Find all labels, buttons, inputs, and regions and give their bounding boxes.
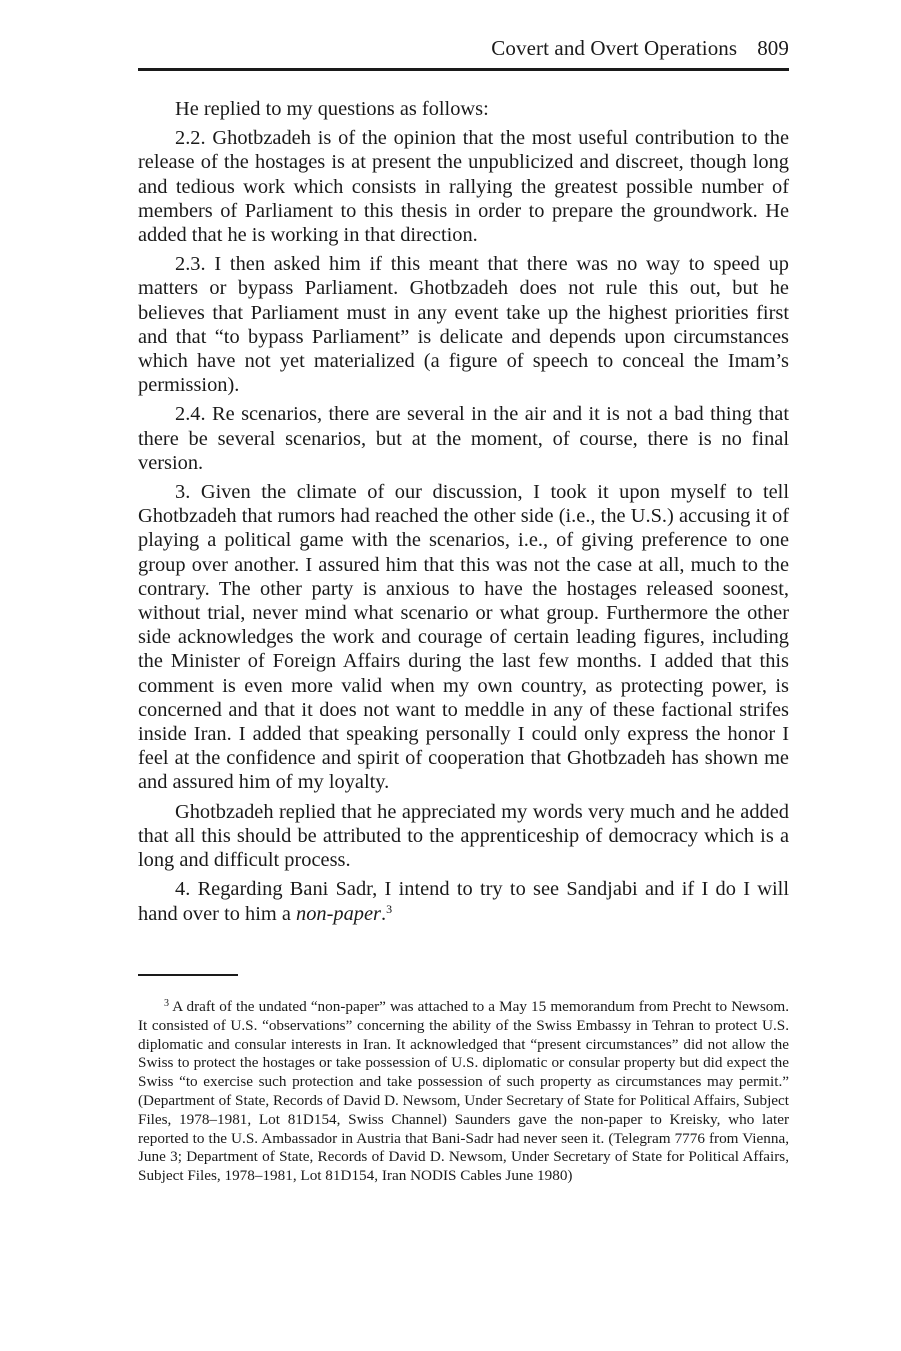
- paragraph-2-3: 2.3. I then asked him if this meant that there was no way to speed up matters or bypass Parliament. Ghotbzadeh does not rule this out, but he believes that Parliament must in any event take up the highest priorities first and that “to bypass Parliament” is delicate and depends upon circumstances which have not yet materialized (a figure of speech to conceal the Imam’s permission).: [138, 253, 789, 397]
- footnote-rule: [138, 974, 238, 976]
- running-header: [491, 36, 789, 61]
- page-number: 809: [757, 36, 789, 60]
- footnote-text: A draft of the undated “non-paper” was attached to a May 15 memorandum from Precht to Newsom. It consisted of U.S. “observations” concerning the ability of the Swiss Embassy in Tehran to protect U.S. diplomatic and consular interests in Iran. It acknowledged that “present circumstances” did not allow the Swiss to protect the hostages or take possession of U.S. diplomatic or consular property but did expect the Swiss “to exercise such protection and take possession of such property as circumstances may permit.” (Department of State, Records of David D. Newsom, Under Secretary of State for Political Affairs, Subject Files, 1978–1981, Lot 81D154, Swiss Channel) Saunders gave the non-paper to Kreisky, who later reported to the U.S. Ambassador in Austria that Bani-Sadr had never seen it. (Telegram 7776 from Vienna, June 3; Department of State, Records of David D. Newsom, Under Secretary of State for Political Affairs, Subject Files, 1978–1981, Lot 81D154, Iran NODIS Cables June 1980): [138, 998, 789, 1185]
- paragraph-ghotbzadeh-reply: Ghotbzadeh replied that he appreciated my words very much and he added that all this should be attributed to the apprenticeship of democracy which is a long and difficult process.: [138, 800, 789, 872]
- paragraph-2-4: 2.4. Re scenarios, there are several in the air and it is not a bad thing that there be several scenarios, but at the moment, of course, there is no final version.: [138, 403, 789, 474]
- non-paper-term: non-paper: [296, 902, 381, 925]
- paragraph-2-2: 2.2. Ghotbzadeh is of the opinion that the most useful contribution to the release of the hostages is at present the unpublicized and discreet, though long and tedious work which consists in rallying the greatest possible number of members of Parliament to this thesis in order to prepare the groundwork. He added that he is working in that direction.: [138, 127, 789, 247]
- paragraph-4: [138, 877, 789, 925]
- footnote-reference[interactable]: 3: [386, 901, 393, 916]
- paragraph-3: 3. Given the climate of our discussion, I took it upon myself to tell Ghotbzadeh that rumors had reached the other side (i.e., the U.S.) accusing it of playing a political game with the scenarios, i.e., of giving preference to one group over another. I assured him that this was not the case at all, much to the contrary. The other party is anxious to have the hostages released soonest, without trial, never mind what scenario or what group. Furthermore the other side acknowledges the work and courage of certain leading figures, including the Minister of Foreign Affairs during the last few months. I added that this comment is even more valid when my own country, as protecting power, is concerned and that it does not want to meddle in any of these factional strifes inside Iran. I added that speaking personally I could only express the honor I feel at the confidence and spirit of cooperation that Ghotbzadeh has shown me and assured him of my loyalty.: [138, 481, 789, 794]
- footnote-3: [138, 998, 789, 1186]
- paragraph-4-period: .: [380, 902, 387, 925]
- header-rule: [138, 68, 789, 71]
- footnote-marker: 3: [164, 998, 169, 1009]
- paragraph-intro: He replied to my questions as follows:: [175, 98, 489, 120]
- running-title: Covert and Overt Operations: [491, 36, 738, 60]
- paragraph-4-text: 4. Regarding Bani Sadr, I intend to try to see Sandjabi and if I do I will hand over to him a: [138, 878, 789, 925]
- body-text: [138, 97, 789, 931]
